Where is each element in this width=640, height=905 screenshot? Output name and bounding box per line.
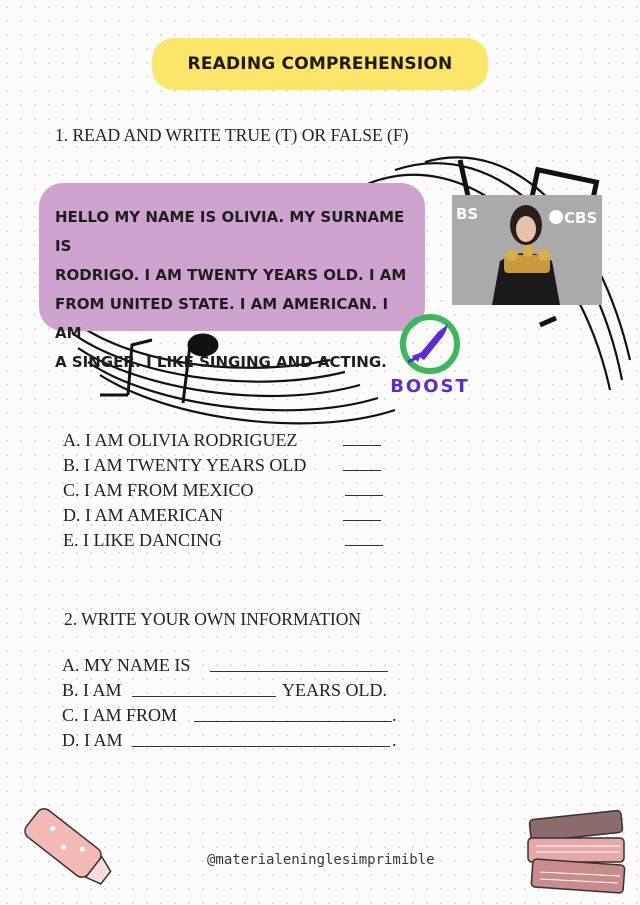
answer-blank[interactable] (345, 495, 383, 496)
statement-text: A. I AM OLIVIA RODRIGUEZ (63, 430, 298, 450)
list-item (63, 428, 393, 453)
prompt-text: B. I AM (62, 680, 122, 700)
answer-blank[interactable] (343, 470, 381, 471)
reading-passage (39, 183, 425, 371)
passage-line: RODRIGO. I AM TWENTY YEARS OLD. I AM (55, 266, 407, 284)
photo-backdrop-text: CBS (564, 209, 598, 227)
rocket-icon (388, 312, 472, 376)
boost-logo (388, 312, 472, 402)
books-icon (528, 810, 625, 893)
singer-photo (452, 195, 602, 305)
page-title: READING COMPREHENSION (152, 38, 488, 90)
true-false-list (63, 428, 393, 553)
list-item (63, 503, 393, 528)
suffix-text: YEARS OLD. (282, 680, 388, 700)
boost-logo-text: BOOST (390, 376, 470, 397)
answer-blank[interactable] (343, 445, 381, 446)
suffix-text: . (392, 730, 397, 750)
answer-blank[interactable] (343, 520, 381, 521)
section-2-title: 2. WRITE YOUR OWN INFORMATION (64, 609, 361, 629)
passage-line: HELLO MY NAME IS OLIVIA. MY SURNAME IS (55, 208, 405, 255)
prompt-text: D. I AM (62, 730, 123, 750)
answer-line[interactable] (210, 671, 388, 672)
list-item (63, 478, 393, 503)
answer-line[interactable] (132, 746, 390, 747)
statement-text: E. I LIKE DANCING (63, 530, 222, 550)
passage-line: FROM UNITED STATE. I AM AMERICAN. I AM (55, 295, 389, 342)
prompt-text: C. I AM FROM (62, 705, 178, 725)
statement-text: C. I AM FROM MEXICO (63, 480, 254, 500)
statement-text: B. I AM TWENTY YEARS OLD (63, 455, 307, 475)
highlighter-icon (22, 806, 117, 891)
list-item (63, 528, 393, 553)
photo-backdrop-text: BS (456, 205, 479, 223)
list-item (63, 453, 393, 478)
statement-text: D. I AM AMERICAN (63, 505, 224, 525)
section-1-title: 1. READ AND WRITE TRUE (T) OR FALSE (F) (55, 125, 409, 145)
answer-line[interactable] (194, 721, 392, 722)
prompt-text: A. MY NAME IS (62, 655, 191, 675)
answer-line[interactable] (132, 696, 276, 697)
suffix-text: . (392, 705, 397, 725)
footer-handle: @materialeninglesimprimible (207, 852, 435, 868)
passage-line: A SINGER. I LIKE SINGING AND ACTING. (55, 353, 387, 371)
answer-blank[interactable] (345, 545, 383, 546)
